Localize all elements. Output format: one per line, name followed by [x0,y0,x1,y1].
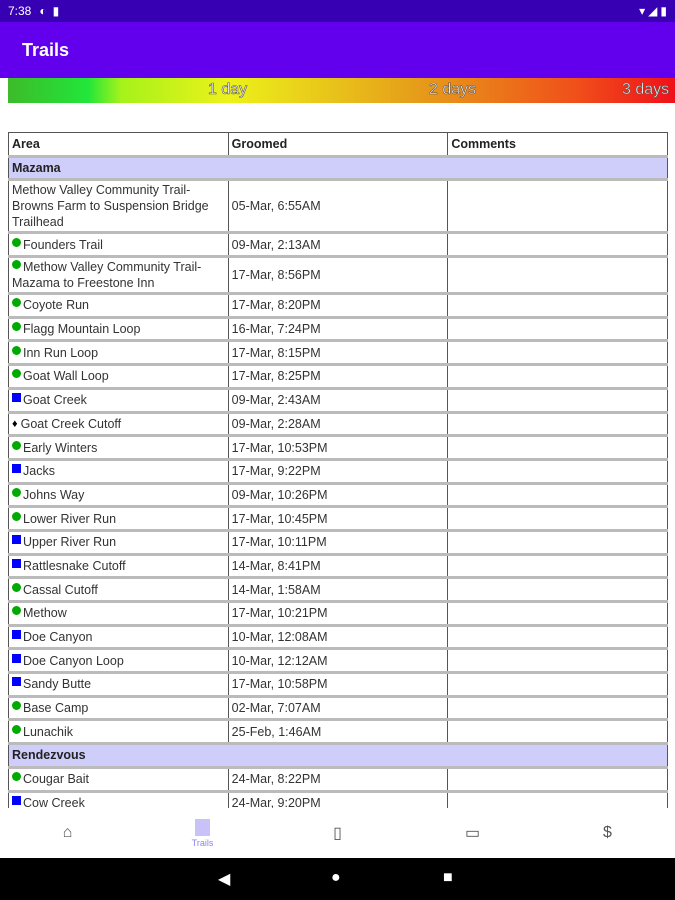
table-row[interactable] [9,791,668,808]
status-time: 7:38 [8,4,32,18]
comments [448,436,668,460]
green-circle-icon [12,298,21,307]
comments [448,483,668,507]
groomed-time: 17-Mar, 10:58PM [228,673,448,697]
table-row[interactable] [9,649,668,673]
groomed-time: 09-Mar, 10:26PM [228,483,448,507]
table-row[interactable] [9,388,668,412]
trail-name-cell [9,483,229,507]
trail-name: Methow Valley Community Trail- Mazama to Freestone Inn [12,260,202,291]
groomed-time: 17-Mar, 10:11PM [228,530,448,554]
trail-name: Goat Creek Cutoff [20,416,122,431]
home-button-icon[interactable]: ● [331,869,341,886]
trail-name: Cow Creek [23,795,85,808]
comments [448,554,668,578]
blue-square-icon [12,796,21,805]
trail-name-cell [9,625,229,649]
trail-name: Inn Run Loop [23,345,99,360]
nav-map[interactable] [270,808,405,858]
trail-name-cell [9,388,229,412]
trail-name-cell [9,233,229,257]
comments [448,365,668,389]
groomed-time: 24-Mar, 9:20PM [228,791,448,808]
area-name: Mazama [9,156,668,180]
blue-square-icon [12,464,21,473]
blue-square-icon [12,393,21,402]
green-circle-icon [12,725,21,734]
trail-name: Goat Creek [23,393,87,408]
green-circle-icon [12,512,21,521]
green-circle-icon [12,238,21,247]
comments [448,507,668,531]
table-row[interactable] [9,578,668,602]
comments [448,459,668,483]
trail-name-cell [9,436,229,460]
table-row[interactable] [9,720,668,744]
table-row[interactable] [9,412,668,436]
bottom-nav [0,808,675,858]
comments [448,257,668,294]
comments [448,180,668,233]
trail-name-cell [9,602,229,626]
green-circle-icon [12,772,21,781]
legend-label: 2 days [429,81,477,98]
comments [448,233,668,257]
groomed-time: 25-Feb, 1:46AM [228,720,448,744]
blue-square-icon [12,654,21,663]
groomed-time: 17-Mar, 8:15PM [228,341,448,365]
nav-home[interactable] [0,808,135,858]
trail-name-cell [9,720,229,744]
trail-name: Doe Canyon Loop [23,653,124,668]
trail-name-cell [9,791,229,808]
battery-icon: ▮ [660,4,667,18]
legend-label: 3 days [622,81,670,98]
header-groomed: Groomed [228,133,448,157]
area-group-row [9,156,668,180]
table-row[interactable] [9,554,668,578]
home-icon: ⌂ [62,824,73,841]
trail-name-cell [9,649,229,673]
trail-name: Upper River Run [23,535,117,550]
table-row[interactable] [9,483,668,507]
blue-square-icon [12,535,21,544]
groomed-time: 02-Mar, 7:07AM [228,696,448,720]
area-name: Rendezvous [9,744,668,768]
wifi-icon: ▾ [639,4,646,18]
comments [448,388,668,412]
sd-card-icon: ▮ [52,4,60,18]
table-row[interactable] [9,317,668,341]
grooming-age-legend [8,78,675,103]
green-circle-icon [12,701,21,710]
groomed-time: 10-Mar, 12:12AM [228,649,448,673]
groomed-time: 05-Mar, 6:55AM [228,180,448,233]
green-circle-icon [12,369,21,378]
comments [448,317,668,341]
table-row[interactable] [9,767,668,791]
header-area: Area [9,133,229,157]
trail-name: Methow Valley Community Trail- Browns Farm to Suspension Bridge Trailhead [12,183,209,230]
table-row[interactable] [9,257,668,294]
map-icon: ▯ [333,825,342,842]
system-nav-bar [0,858,675,900]
blue-square-icon [12,677,21,686]
groomed-time: 17-Mar, 10:45PM [228,507,448,531]
table-row[interactable] [9,436,668,460]
dollar-icon: $ [603,824,612,841]
groomed-time: 17-Mar, 8:20PM [228,294,448,318]
groomed-time: 09-Mar, 2:13AM [228,233,448,257]
status-bar [0,0,675,22]
trail-name: Methow [23,606,67,621]
comments [448,649,668,673]
comments [448,720,668,744]
trail-name-cell [9,673,229,697]
comments [448,602,668,626]
table-row[interactable] [9,180,668,233]
trail-name: Flagg Mountain Loop [23,322,141,337]
trail-name-cell [9,412,229,436]
table-row[interactable] [9,233,668,257]
groomed-time: 17-Mar, 8:56PM [228,257,448,294]
trail-name: Base Camp [23,701,89,716]
table-row[interactable] [9,341,668,365]
comments [448,767,668,791]
black-diamond-icon: ♦ [12,417,18,430]
trail-name: Coyote Run [23,298,90,313]
table-row[interactable] [9,294,668,318]
groomed-time: 17-Mar, 10:21PM [228,602,448,626]
comments [448,294,668,318]
blue-square-icon [12,630,21,639]
groomed-time: 14-Mar, 8:41PM [228,554,448,578]
signal-icon: ◢ [648,4,658,18]
trail-name: Goat Wall Loop [23,369,109,384]
nav-trails-label: Trails [191,837,214,848]
groomed-time: 24-Mar, 8:22PM [228,767,448,791]
comments [448,791,668,808]
trail-name-cell [9,507,229,531]
table-row[interactable] [9,459,668,483]
legend-label: 1 day [208,81,248,98]
table-row[interactable] [9,602,668,626]
groomed-time: 09-Mar, 2:28AM [228,412,448,436]
page-title: Trails [22,39,70,60]
area-group-row [9,744,668,768]
comments [448,625,668,649]
table-row[interactable] [9,365,668,389]
trail-name: Rattlesnake Cutoff [23,558,126,573]
comments [448,578,668,602]
trail-name-cell [9,459,229,483]
comments [448,341,668,365]
header-comments: Comments [448,133,668,157]
groomed-time: 14-Mar, 1:58AM [228,578,448,602]
trail-name: Johns Way [23,487,85,502]
green-circle-icon [12,583,21,592]
blue-square-icon [12,559,21,568]
trail-name: Cougar Bait [23,772,90,787]
trail-name: Lower River Run [23,511,117,526]
trail-name: Doe Canyon [23,630,93,645]
trail-name-cell [9,180,229,233]
trail-name-cell [9,696,229,720]
trail-name: Founders Trail [23,237,103,252]
groomed-time: 09-Mar, 2:43AM [228,388,448,412]
groomed-time: 17-Mar, 9:22PM [228,459,448,483]
comments [448,673,668,697]
trail-name-cell [9,554,229,578]
green-circle-icon [12,606,21,615]
trails-scroll-area[interactable] [0,103,675,808]
nav-pricing[interactable] [540,808,675,858]
table-row[interactable] [9,530,668,554]
app-bar [0,22,675,78]
trail-name: Sandy Butte [23,677,92,692]
trail-name-cell [9,578,229,602]
trail-name-cell [9,530,229,554]
notification-icon: ◐ [39,4,47,18]
trail-name-cell [9,294,229,318]
nav-trails[interactable] [135,808,270,858]
comments [448,530,668,554]
trail-name-cell [9,257,229,294]
table-header [9,133,668,157]
groomed-time: 17-Mar, 8:25PM [228,365,448,389]
comments [448,412,668,436]
trail-name-cell [9,365,229,389]
trail-name: Jacks [23,464,55,479]
green-circle-icon [12,346,21,355]
trails-table [8,132,668,808]
table-row[interactable] [9,507,668,531]
trail-name-cell [9,317,229,341]
groomed-time: 10-Mar, 12:08AM [228,625,448,649]
groomed-time: 17-Mar, 10:53PM [228,436,448,460]
car-icon: ▭ [464,825,481,842]
green-circle-icon [12,441,21,450]
comments [448,696,668,720]
trail-name: Lunachik [23,724,74,739]
table-row[interactable] [9,625,668,649]
recents-icon[interactable]: ■ [443,869,453,886]
table-row[interactable] [9,696,668,720]
trail-name: Cassal Cutoff [23,582,98,597]
trail-name: Early Winters [23,440,98,455]
trails-icon [195,819,210,836]
groomed-time: 16-Mar, 7:24PM [228,317,448,341]
nav-car[interactable] [405,808,540,858]
green-circle-icon [12,322,21,331]
green-circle-icon [12,260,21,269]
table-row[interactable] [9,673,668,697]
trail-name-cell [9,767,229,791]
green-circle-icon [12,488,21,497]
back-icon[interactable]: ◀ [218,871,231,888]
trail-name-cell [9,341,229,365]
